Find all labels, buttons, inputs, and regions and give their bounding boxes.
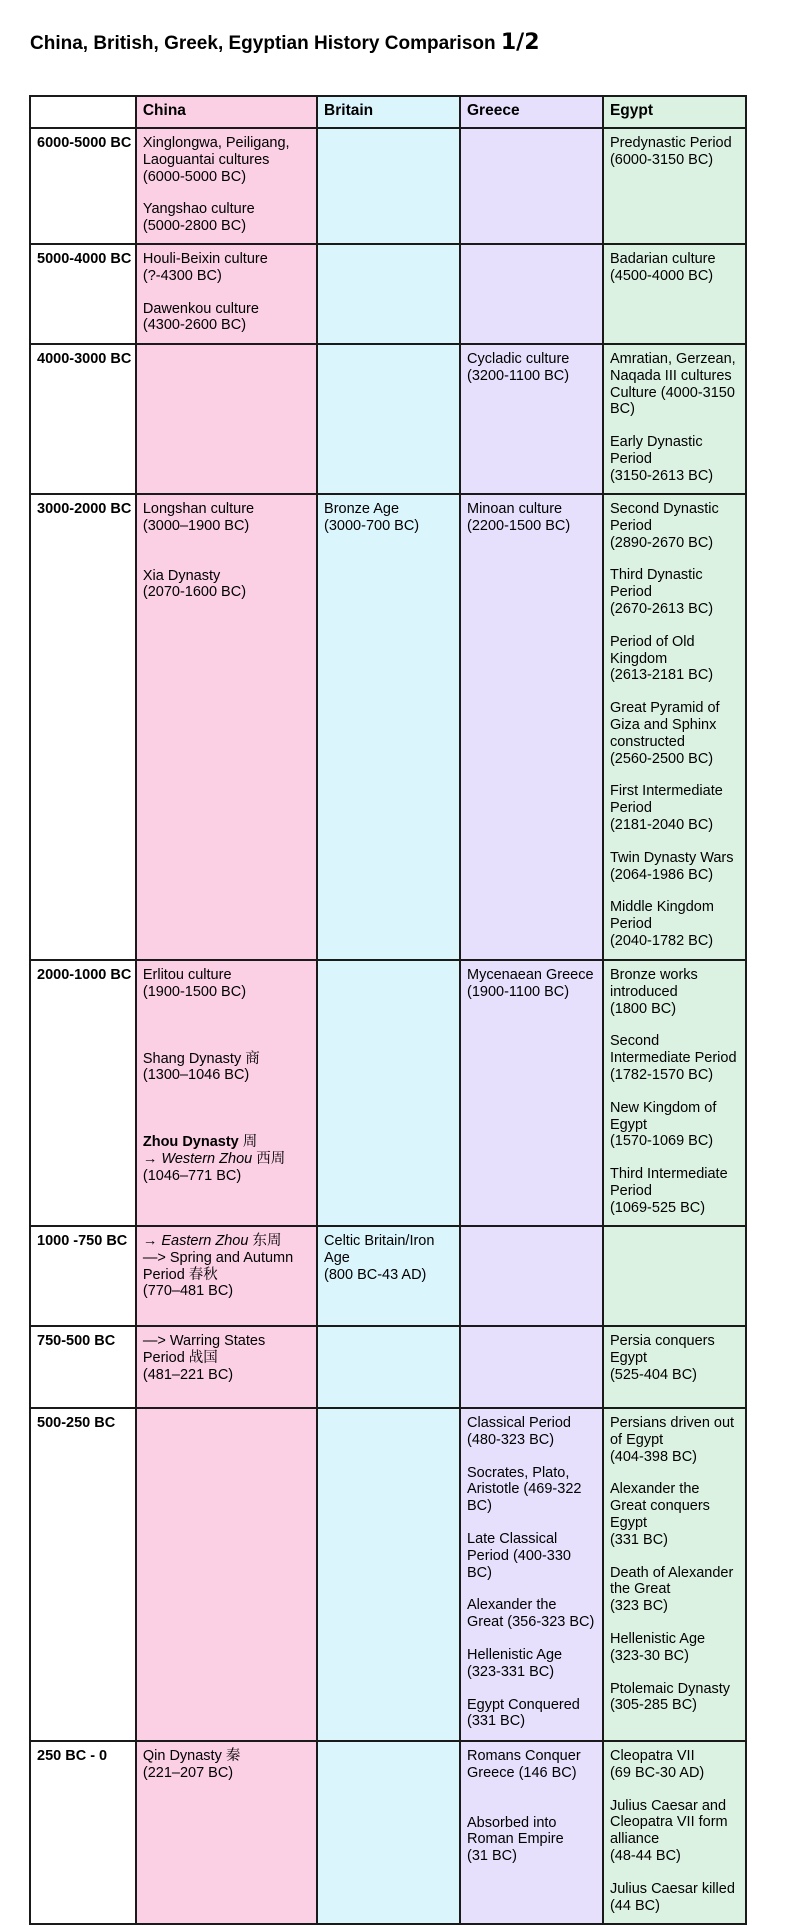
greece-cell: [460, 244, 603, 344]
egypt-entry: First Intermediate Period (2181-2040 BC): [609, 783, 723, 833]
greece-cell: [460, 1741, 603, 1924]
china-entry: Longshan culture (3000–1900 BC): [142, 501, 255, 534]
era-cell: 6000-5000 BC: [30, 128, 136, 244]
egypt-entry: New Kingdom of Egypt (1570-1069 BC): [609, 1099, 717, 1150]
egypt-entry: Third Dynastic Period (2670-2613 BC): [609, 567, 714, 617]
greece-entry: Hellenistic Age (323-331 BC): [467, 1646, 563, 1680]
britain-cell: [317, 128, 460, 244]
table-row: [30, 1226, 746, 1326]
zhou-dynasty-char: 周: [238, 1134, 258, 1151]
title-text: China, British, Greek, Egyptian History Comparison: [30, 33, 496, 54]
britain-cell: [317, 1226, 460, 1326]
western-zhou-name: Western Zhou: [161, 1150, 253, 1167]
table-row: [30, 1326, 746, 1408]
egypt-cell: [603, 128, 746, 244]
china-entry: Shang Dynasty 商 (1300–1046 BC): [142, 1050, 260, 1084]
table-row: [30, 1408, 746, 1741]
egypt-entry: Amratian, Gerzean, Naqada III cultures Culture (4000-3150 BC): [609, 351, 736, 418]
china-cell: [136, 244, 317, 344]
eastern-zhou-char: 东周: [248, 1233, 282, 1249]
greece-entry: Socrates, Plato, Aristotle (469-322 BC): [467, 1464, 582, 1515]
greece-entry: Mycenaean Greece (1900-1100 BC): [467, 967, 594, 1000]
britain-cell: [317, 1408, 460, 1741]
egypt-cell: [603, 494, 746, 960]
greece-entry: Late Classical Period (400-330 BC): [467, 1530, 571, 1581]
egypt-entry: Death of Alexander the Great (323 BC): [609, 1564, 734, 1615]
egypt-entry: Hellenistic Age (323-30 BC): [609, 1630, 706, 1664]
era-cell: 750-500 BC: [30, 1326, 136, 1408]
china-cell: [136, 960, 317, 1226]
header-egypt: Egypt: [603, 96, 746, 128]
egypt-cell: [603, 960, 746, 1226]
table-row: [30, 960, 746, 1226]
egypt-entry: Third Intermediate Period (1069-525 BC): [609, 1166, 728, 1216]
britain-entry: Celtic Britain/Iron Age (800 BC-43 AD): [324, 1233, 435, 1283]
egypt-entry: Julius Caesar and Cleopatra VII form alliance (48-44 BC): [609, 1797, 728, 1864]
egypt-entry: Middle Kingdom Period (2040-1782 BC): [609, 899, 714, 949]
egypt-cell: [603, 1226, 746, 1326]
greece-cell: [460, 344, 603, 494]
china-cell: [136, 128, 317, 244]
egypt-entry: Cleopatra VII (69 BC-30 AD): [609, 1748, 705, 1781]
egypt-entry: Early Dynastic Period (3150-2613 BC): [609, 434, 714, 484]
greece-cell: [460, 960, 603, 1226]
china-entry: Xinglongwa, Peiligang, Laoguantai cultures (6000-5000 BC): [142, 135, 290, 185]
header-britain: Britain: [317, 96, 460, 128]
table-row: [30, 128, 746, 244]
china-entry: —> Warring States Period 战国 (481–221 BC): [142, 1333, 266, 1383]
era-cell: 4000-3000 BC: [30, 344, 136, 494]
china-entry: Dawenkou culture (4300-2600 BC): [142, 300, 259, 334]
greece-entry: Absorbed into Roman Empire (31 BC): [467, 1814, 564, 1865]
egypt-entry: Ptolemaic Dynasty (305-285 BC): [609, 1680, 731, 1714]
china-cell: [136, 1741, 317, 1924]
header-china: China: [136, 96, 317, 128]
greece-entry: Classical Period (480-323 BC): [467, 1415, 571, 1448]
egypt-entry: Badarian culture (4500-4000 BC): [609, 251, 716, 284]
china-entry: Qin Dynasty 秦 (221–207 BC): [142, 1748, 241, 1781]
china-cell: [136, 1326, 317, 1408]
greece-cell: [460, 1408, 603, 1741]
china-entry: Xia Dynasty (2070-1600 BC): [142, 567, 247, 601]
china-entry-eastern-zhou: [143, 1233, 310, 1300]
egypt-entry: Persia conquers Egypt (525-404 BC): [609, 1333, 715, 1383]
egypt-entry: Bronze works introduced (1800 BC): [609, 967, 698, 1017]
greece-cell: [460, 128, 603, 244]
greece-entry: Minoan culture (2200-1500 BC): [467, 501, 571, 534]
britain-cell: [317, 1326, 460, 1408]
china-entry: Houli-Beixin culture (?-4300 BC): [142, 251, 268, 284]
egypt-entry: Great Pyramid of Giza and Sphinx constructed (2560-2500 BC): [609, 700, 720, 767]
zhou-years: (1046–771 BC): [142, 1167, 242, 1184]
greece-cell: [460, 1226, 603, 1326]
era-cell: 500-250 BC: [30, 1408, 136, 1741]
greece-entry: Cycladic culture (3200-1100 BC): [467, 351, 570, 384]
china-cell: [136, 1226, 317, 1326]
era-cell: 3000-2000 BC: [30, 494, 136, 960]
arrow-icon: →: [142, 1233, 162, 1249]
greece-entry: Romans Conquer Greece (146 BC): [467, 1748, 581, 1781]
table-row: [30, 494, 746, 960]
table-row: [30, 1741, 746, 1924]
arrow-icon: →: [142, 1150, 162, 1167]
egypt-entry: Predynastic Period (6000-3150 BC): [609, 135, 732, 168]
china-entry: Erlitou culture (1900-1500 BC): [142, 967, 247, 1000]
greece-entry: Egypt Conquered (331 BC): [467, 1696, 580, 1730]
egypt-entry: Second Intermediate Period (1782-1570 BC): [609, 1033, 737, 1083]
history-comparison-table: [29, 95, 747, 1925]
egypt-cell: [603, 244, 746, 344]
era-cell: 2000-1000 BC: [30, 960, 136, 1226]
egypt-entry: Persians driven out of Egypt (404-398 BC): [609, 1415, 735, 1465]
title-part-number: 1/2: [500, 30, 540, 55]
china-entry: Yangshao culture (5000-2800 BC): [142, 201, 255, 235]
greece-cell: [460, 1326, 603, 1408]
header-row: [30, 96, 746, 128]
egypt-entry: Second Dynastic Period (2890-2670 BC): [609, 501, 719, 551]
era-cell: 250 BC - 0: [30, 1741, 136, 1924]
china-cell: [136, 1408, 317, 1741]
greece-entry: Alexander the Great (356-323 BC): [467, 1597, 595, 1631]
zhou-dynasty-name: Zhou Dynasty: [142, 1134, 239, 1151]
egypt-cell: [603, 1326, 746, 1408]
header-greece: Greece: [460, 96, 603, 128]
document-title: [30, 30, 540, 55]
egypt-cell: [603, 1408, 746, 1741]
egypt-entry: Alexander the Great conquers Egypt (331 BC): [609, 1481, 710, 1548]
greece-cell: [460, 494, 603, 960]
table-row: [30, 344, 746, 494]
britain-cell: [317, 960, 460, 1226]
egypt-entry: Twin Dynasty Wars (2064-1986 BC): [609, 849, 734, 883]
header-era: [30, 96, 136, 128]
china-cell: [136, 494, 317, 960]
western-zhou-char: 西周: [252, 1150, 286, 1167]
eastern-zhou-name: Eastern Zhou: [161, 1233, 249, 1249]
britain-cell: [317, 344, 460, 494]
china-entry-zhou: [143, 1134, 310, 1184]
britain-cell: [317, 494, 460, 960]
egypt-cell: [603, 344, 746, 494]
egypt-entry: Julius Caesar killed (44 BC): [609, 1880, 735, 1914]
egypt-entry: Period of Old Kingdom (2613-2181 BC): [609, 633, 714, 684]
table-row: [30, 244, 746, 344]
britain-cell: [317, 1741, 460, 1924]
china-cell: [136, 344, 317, 494]
britain-entry: Bronze Age (3000-700 BC): [324, 501, 420, 534]
egypt-cell: [603, 1741, 746, 1924]
era-cell: 1000 -750 BC: [30, 1226, 136, 1326]
era-cell: 5000-4000 BC: [30, 244, 136, 344]
britain-cell: [317, 244, 460, 344]
spring-autumn-period: —> Spring and Autumn Period 春秋 (770–481 BC): [142, 1249, 294, 1300]
